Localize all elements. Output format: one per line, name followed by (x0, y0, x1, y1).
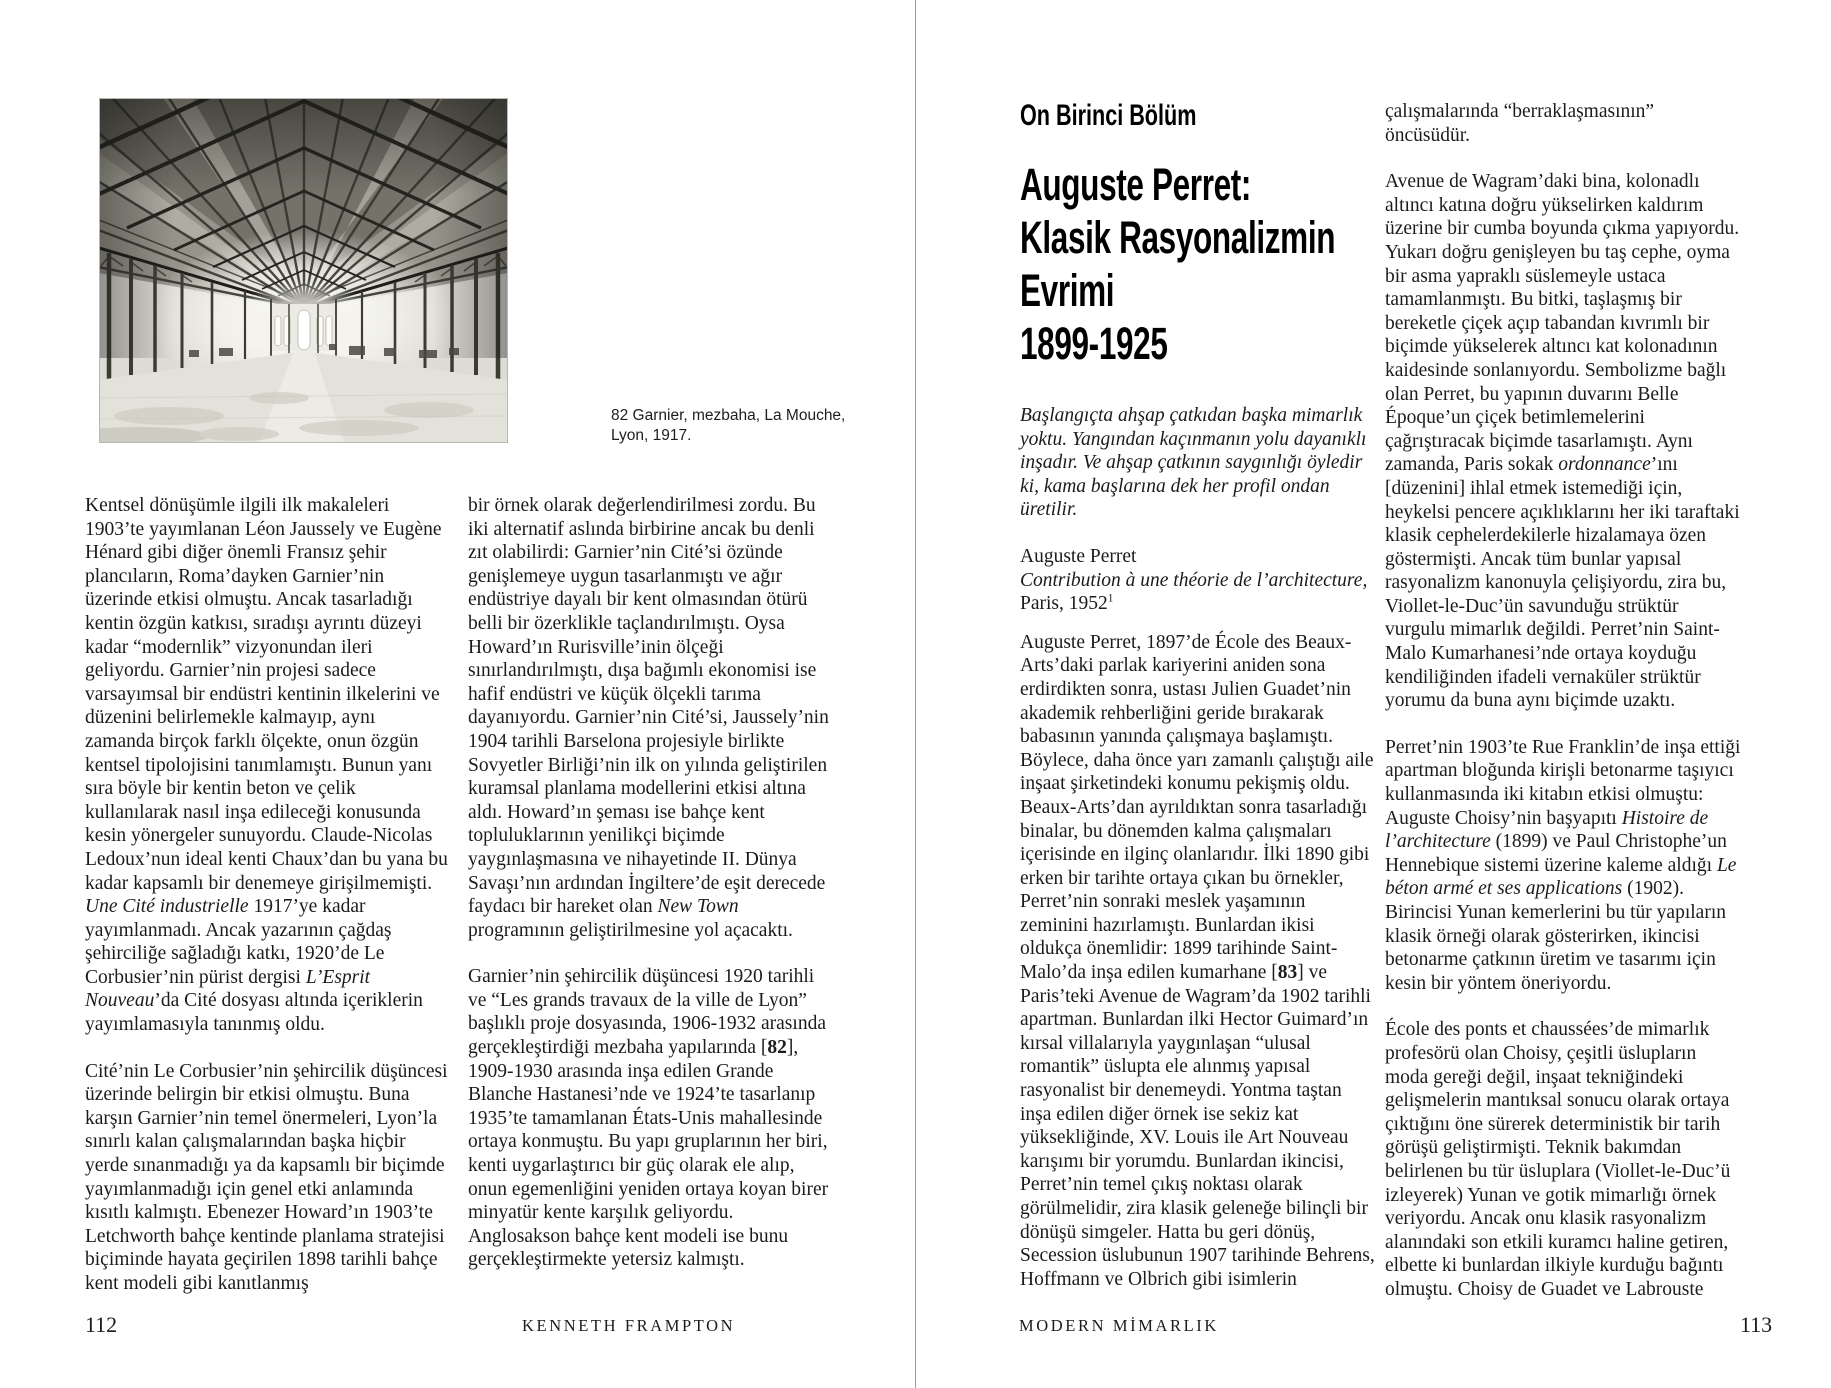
text-line: Auguste Perret: (1020, 159, 1252, 210)
left-page-column-2 (468, 494, 832, 1272)
paragraph: Avenue de Wagram’daki bina, kolonadlı altıncı katına doğru yükselirken kaldırım üzerine bir cumba boyunda çıkma yapıyordu. Yukarı doğru genişleyen bu taş cephe, oyma bir asma yapraklı süslemeyle ustaca tamamlanmıştı. Bu bitki, taşlaşmış bir bereketle çiçek açıp tabandan kıvrımlı bir biçimde yükselerek altıncı kat kolonadının kaidesinde sonlanıyordu. Sembolizme bağlı olan Perret, bu yapının duvarını Belle Époque’un çiçek betimlemelerini çağrıştıracak biçimde tasarlamıştı. Aynı zamanda, Paris sokak ordonnance’ını [düzenini] ihlal etmek istemediği için, heykelsi pencere açıklıklarını her iki taraftaki klasik cephelerdekilerle hizalamaya özen göstermişti. Ancak tüm bunlar yapısal rasyonalizm kanonuyla çelişiyordu, zira bu, Viollet-le-Duc’ün savunduğu strüktür vurgulu mimarlık değildi. Perret’nin Saint-Malo Kumarhanesi’nde ortaya koyduğu kendiliğinden ifadeli vernaküler strüktür yorumu da buna aynı biçimde uzaktı. (1385, 171, 1740, 712)
text-line: 1899-1925 (1020, 318, 1168, 369)
paragraph: çalışmalarında “berraklaşmasının” öncüsüdür. (1385, 101, 1655, 146)
paragraph: École des ponts et chaussées’de mimarlık profesörü olan Choisy, çeşitli üslupların moda gereği değil, inşaat tekniğindeki gelişmelerin mantıksal sonucu olarak ortaya çıktığını öne sürerek deterministik bir tarih görüşü geliştirmişti. Teknik bakımdan belirlenen bu tür üsluplara (Viollet-le-Duc’ü izleyerek) Yunan ve gotik mimarlığı örnek veriyordu. Ancak onu klasik rasyonalizm alanındaki son etkili kuramcı haline getiren, elbette ki bunlardan ilkiyle kurduğu bağıntı olmuştu. Choisy de Guadet ve Labrouste (1385, 1019, 1731, 1300)
running-head-author: KENNETH FRAMPTON (522, 1316, 736, 1335)
chapter-title (1020, 158, 1336, 370)
paragraph: Kentsel dönüşümle ilgili ilk makaleleri 1903’te yayımlanan Léon Jaussely ve Eugène Hénard gibi diğer önemli Fransız şehir plancıların, Roma’dayken Garnier’nin üzerinde etkisi olmuştu. Ancak tasarladığı kentin özgün katkısı, sıradışı ayrıntı düzeyi kadar “modernlik” vizyonundan ileri geliyordu. Garnier’nin projesi sadece varsayımsal bir endüstri kentinin ilkelerini ve düzenini belirlemekle kalmayıp, aynı zamanda birçok farklı ölçekte, onun özgün kentsel tipolojisini tanımlamıştı. Bunun yanı sıra böyle bir kentin beton ve çelik kullanılarak nasıl inşa edileceği konusunda kesin yönergeler sunuyordu. Claude-Nicolas Ledoux’nun ideal kenti Chaux’dan bu yana bu kadar kapsamlı bir denemeye girişilmemişti. Une Cité industrielle 1917’ye kadar yayımlanmadı. Ancak yazarının çağdaş şehirciliğe sağladığı katkı, 1920’de Le Corbusier’nin pürist dergisi L’Esprit Nouveau’da Cité dosyası altında içeriklerin yayımlamasıyla tanınmış oldu. (85, 495, 448, 1036)
running-head-book-title: MODERN MİMARLIK (1019, 1316, 1219, 1335)
figure-caption (611, 406, 851, 446)
slaughterhouse-interior-illustration (99, 98, 508, 443)
paragraph: Cité’nin Le Corbusier’nin şehircilik düşüncesi üzerinde belirgin bir etkisi olmuştu. Buna karşın Garnier’nin temel önermeleri, Lyon’la sınırlı kalan çalışmalarından başka hiçbir yerde sınanmadığı ya da kapsamlı bir biçimde yayımlanmadığı için genel etki anlamında kısıtlı kalmıştı. Ebenezer Howard’ın 1903’te Letchworth bahçe kentinde planlama stratejisi biçiminde hayata geçirilen 1898 tarihli bahçe kent modeli gibi kanıtlanmış (85, 1060, 448, 1294)
paragraph: Garnier’nin şehircilik düşüncesi 1920 tarihli ve “Les grands travaux de la ville de Lyon” başlıklı proje dosyasında, 1906-1932 arasında gerçekleştirdiği mezbaha yapılarında [82], 1909-1930 arasında inşa edilen Grande Blanche Hastanesi’nde ve 1924’te tasarlanıp 1935’te tamamlanan États-Unis mahallesinde ortaya konmuştu. Bu yapı gruplarının her biri, kenti uygarlaştırıcı bir güç olarak ele alıp, onun egemenliğini yeniden ortaya koyan birer minyatür kente karşılık geliyordu. Anglosakson bahçe kent modeli ise bunu gerçekleştirmekte yetersiz kalmıştı. (468, 966, 829, 1271)
paragraph: Perret’nin 1903’te Rue Franklin’de inşa ettiği apartman bloğunda kirişli betonarme taşıyıcı kullanmasında iki kitabın etkisi olmuştu: Auguste Choisy’nin başyapıtı Histoire de l’architecture (1899) ve Paul Christophe’un Hennebique sistemi üzerine kaleme aldığı Le béton armé et ses applications (1902). Birincisi Yunan kemerlerini bu tür yapıların klasik örneği olarak gösterirken, ikincisi betonarme çatkının üretim ve tasarımı için kesin bir yöntem öneriyordu. (1385, 736, 1741, 994)
left-page-column-1 (85, 494, 449, 1296)
paragraph: Auguste Perret (1020, 545, 1137, 567)
right-page-column-1 (1020, 100, 1376, 1291)
paragraph: Contribution à une théorie de l’architecture, (1020, 569, 1368, 591)
paragraph: Auguste Perret, 1897’de École des Beaux-Arts’daki parlak kariyerini aniden sona erdirdikten sonra, ustası Julien Guadet’nin akademik rehberliğini geride bırakarak babasının yanında çalışmaya başlamıştı. Böylece, daha önce yarı zamanlı çalıştığı aile inşaat şirketindeki konumu pekişmiş oldu. Beaux-Arts’dan ayrıldıktan sonra tasarladığı binalar, bu dönemden kalma çalışmaları içerisinde en ilginç olanlarıdır. İlki 1890 gibi erken bir tarihte ortaya çıkan bu örnekler, Perret’nin sonraki meslek yaşamının zeminini hazırlamıştı. Bunlardan ikisi oldukça önemlidir: 1899 tarihinde Saint-Malo’da inşa edilen kumarhane [83] ve Paris’teki Avenue de Wagram’da 1902 tarihli apartman. Bunlardan ilki Hector Guimard’ın kırsal villalarıyla yaygınlaşan “ulusal romantik” üslupta ele alınmış yapısal rasyonalist bir denemeydi. Yontma taştan inşa edilen diğer örnek ise sekiz kat yüksekliğinde, XV. Louis ile Art Nouveau karışımı bir yorumdu. Bunlardan ikincisi, Perret’nin temel çıkış noktası olarak görülmelidir, zira klasik geleneğe bilinçli bir dönüşü simgeler. Hatta bu geri dönüş, Secession üslubunun 1907 tarihinde Behrens, Hoffmann ve Olbrich gibi isimlerin (1020, 631, 1375, 1290)
page-number-left: 112 (85, 1312, 118, 1337)
epigraph-attribution (1020, 545, 1376, 616)
text-line: Evrimi (1020, 265, 1115, 316)
paragraph: Paris, 1952$^1$ (1020, 592, 1114, 615)
text-line: 82 Garnier, mezbaha, La Mouche, (611, 407, 846, 424)
right-page (915, 0, 1831, 1388)
garnier-slaughterhouse-photo (99, 98, 508, 443)
chapter-kicker: On Birinci Bölüm (1020, 99, 1197, 132)
paragraph: bir örnek olarak değerlendirilmesi zordu. Bu iki alternatif aslında birbirine ancak bu denli zıt olabilirdi: Garnier’nin Cité’si özünde genişlemeye uygun tasarlanmıştı ve ağır endüstriye dayalı bir kent olmasından ötürü belli bir özerklikle taçlandırılmıştı. Oysa Howard’ın Rurisville’inin ölçeği sınırlandırılmıştı, dışa bağımlı ekonomisi ise hafif endüstri ve küçük ölçekli tarıma dayanıyordu. Garnier’nin Cité’si, Jaussely’nin 1904 tarihli Barselona projesiyle birlikte Sovyetler Birliği’nin ilk on yılında geliştirilen kuramsal planlama modellerini etkisi altına aldı. Howard’ın şeması ise bahçe kent topluluklarının yenilikçi biçimde yaygınlaşmasına ve nihayetinde II. Dünya Savaşı’nın ardından İngiltere’de eşit derecede faydacı bir hareket olan New Town programının geliştirilmesine yol açacaktı. (468, 495, 829, 941)
text-line: Klasik Rasyonalizmin (1020, 212, 1336, 263)
right-page-body-column-1 (1020, 631, 1376, 1292)
right-page-column-2 (1385, 100, 1741, 1302)
left-page (0, 0, 915, 1388)
epigraph-quote: Başlangıçta ahşap çatkıdan başka mimarlık yoktu. Yangından kaçınmanın yolu dayanıklı inşadır. Ve ahşap çatkının saygınlığı öyledir ki, kama başlarına dek her profil ondan üretilir. (1020, 405, 1367, 521)
page-number-right: 113 (1740, 1312, 1773, 1337)
text-line: Lyon, 1917. (611, 427, 692, 444)
